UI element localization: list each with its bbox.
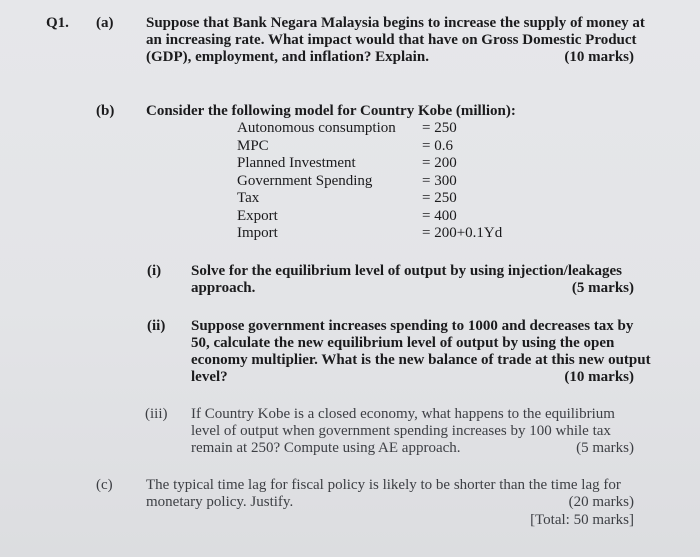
subpart-iii-marks: (5 marks) [576,440,634,456]
model-variable-value: = 200 [422,155,457,171]
part-c-line: monetary policy. Justify. [146,494,294,510]
model-variable-name: Import [237,225,278,241]
subpart-i-line: approach. [191,280,256,296]
subpart-i-line: Solve for the equilibrium level of output by using injection/leakages [191,263,622,279]
subpart-ii-line: economy multiplier. What is the new balance of trade at this new output [191,352,651,368]
part-a-marks: (10 marks) [564,49,634,65]
model-variable-value: = 0.6 [422,137,453,154]
part-a-label: (a) [96,15,114,31]
model-variable-value: = 250 [422,190,457,206]
total-marks: [Total: 50 marks] [530,512,634,528]
subpart-iii-line: level of output when government spending increases by 100 while tax [191,423,611,439]
subpart-ii-marks: (10 marks) [564,369,634,385]
model-variable-value: = 200+0.1Yd [422,225,503,241]
part-c-marks: (20 marks) [568,494,634,510]
part-c-line: The typical time lag for fiscal policy is likely to be shorter than the time lag for [146,477,621,493]
subpart-ii-label: (ii) [147,318,166,334]
part-b-intro: Consider the following model for Country Kobe (million): [146,103,516,119]
model-variable-name: Planned Investment [237,155,356,171]
part-a-line: Suppose that Bank Negara Malaysia begins to increase the supply of money at [146,15,645,31]
model-variable-name: Government Spending [237,172,373,189]
subpart-iii-label: (iii) [145,406,168,422]
subpart-iii-line: If Country Kobe is a closed economy, what happens to the equilibrium [191,406,615,422]
model-variable-name: Autonomous consumption [237,120,396,136]
subpart-ii-line: level? [191,369,228,385]
subpart-i-marks: (5 marks) [571,280,634,296]
model-variable-name: MPC [237,137,269,154]
subpart-ii-line: 50, calculate the new equilibrium level of output by using the open [191,335,615,351]
part-a-line: an increasing rate. What impact would that have on Gross Domestic Product [146,32,637,48]
subpart-i-label: (i) [147,263,162,279]
question-number: Q1. [46,15,69,31]
model-variable-name: Export [237,207,278,224]
model-variable-name: Tax [237,190,260,206]
subpart-iii-line: remain at 250? Compute using AE approach. [191,440,461,456]
subpart-ii-line: Suppose government increases spending to 1000 and decreases tax by [191,318,634,334]
part-c-label: (c) [96,477,113,493]
model-variable-value: = 400 [422,207,457,224]
model-variable-value: = 250 [422,120,457,136]
part-a-line: (GDP), employment, and inflation? Explain. [146,49,429,65]
part-b-label: (b) [96,103,115,119]
model-variable-value: = 300 [422,172,457,189]
